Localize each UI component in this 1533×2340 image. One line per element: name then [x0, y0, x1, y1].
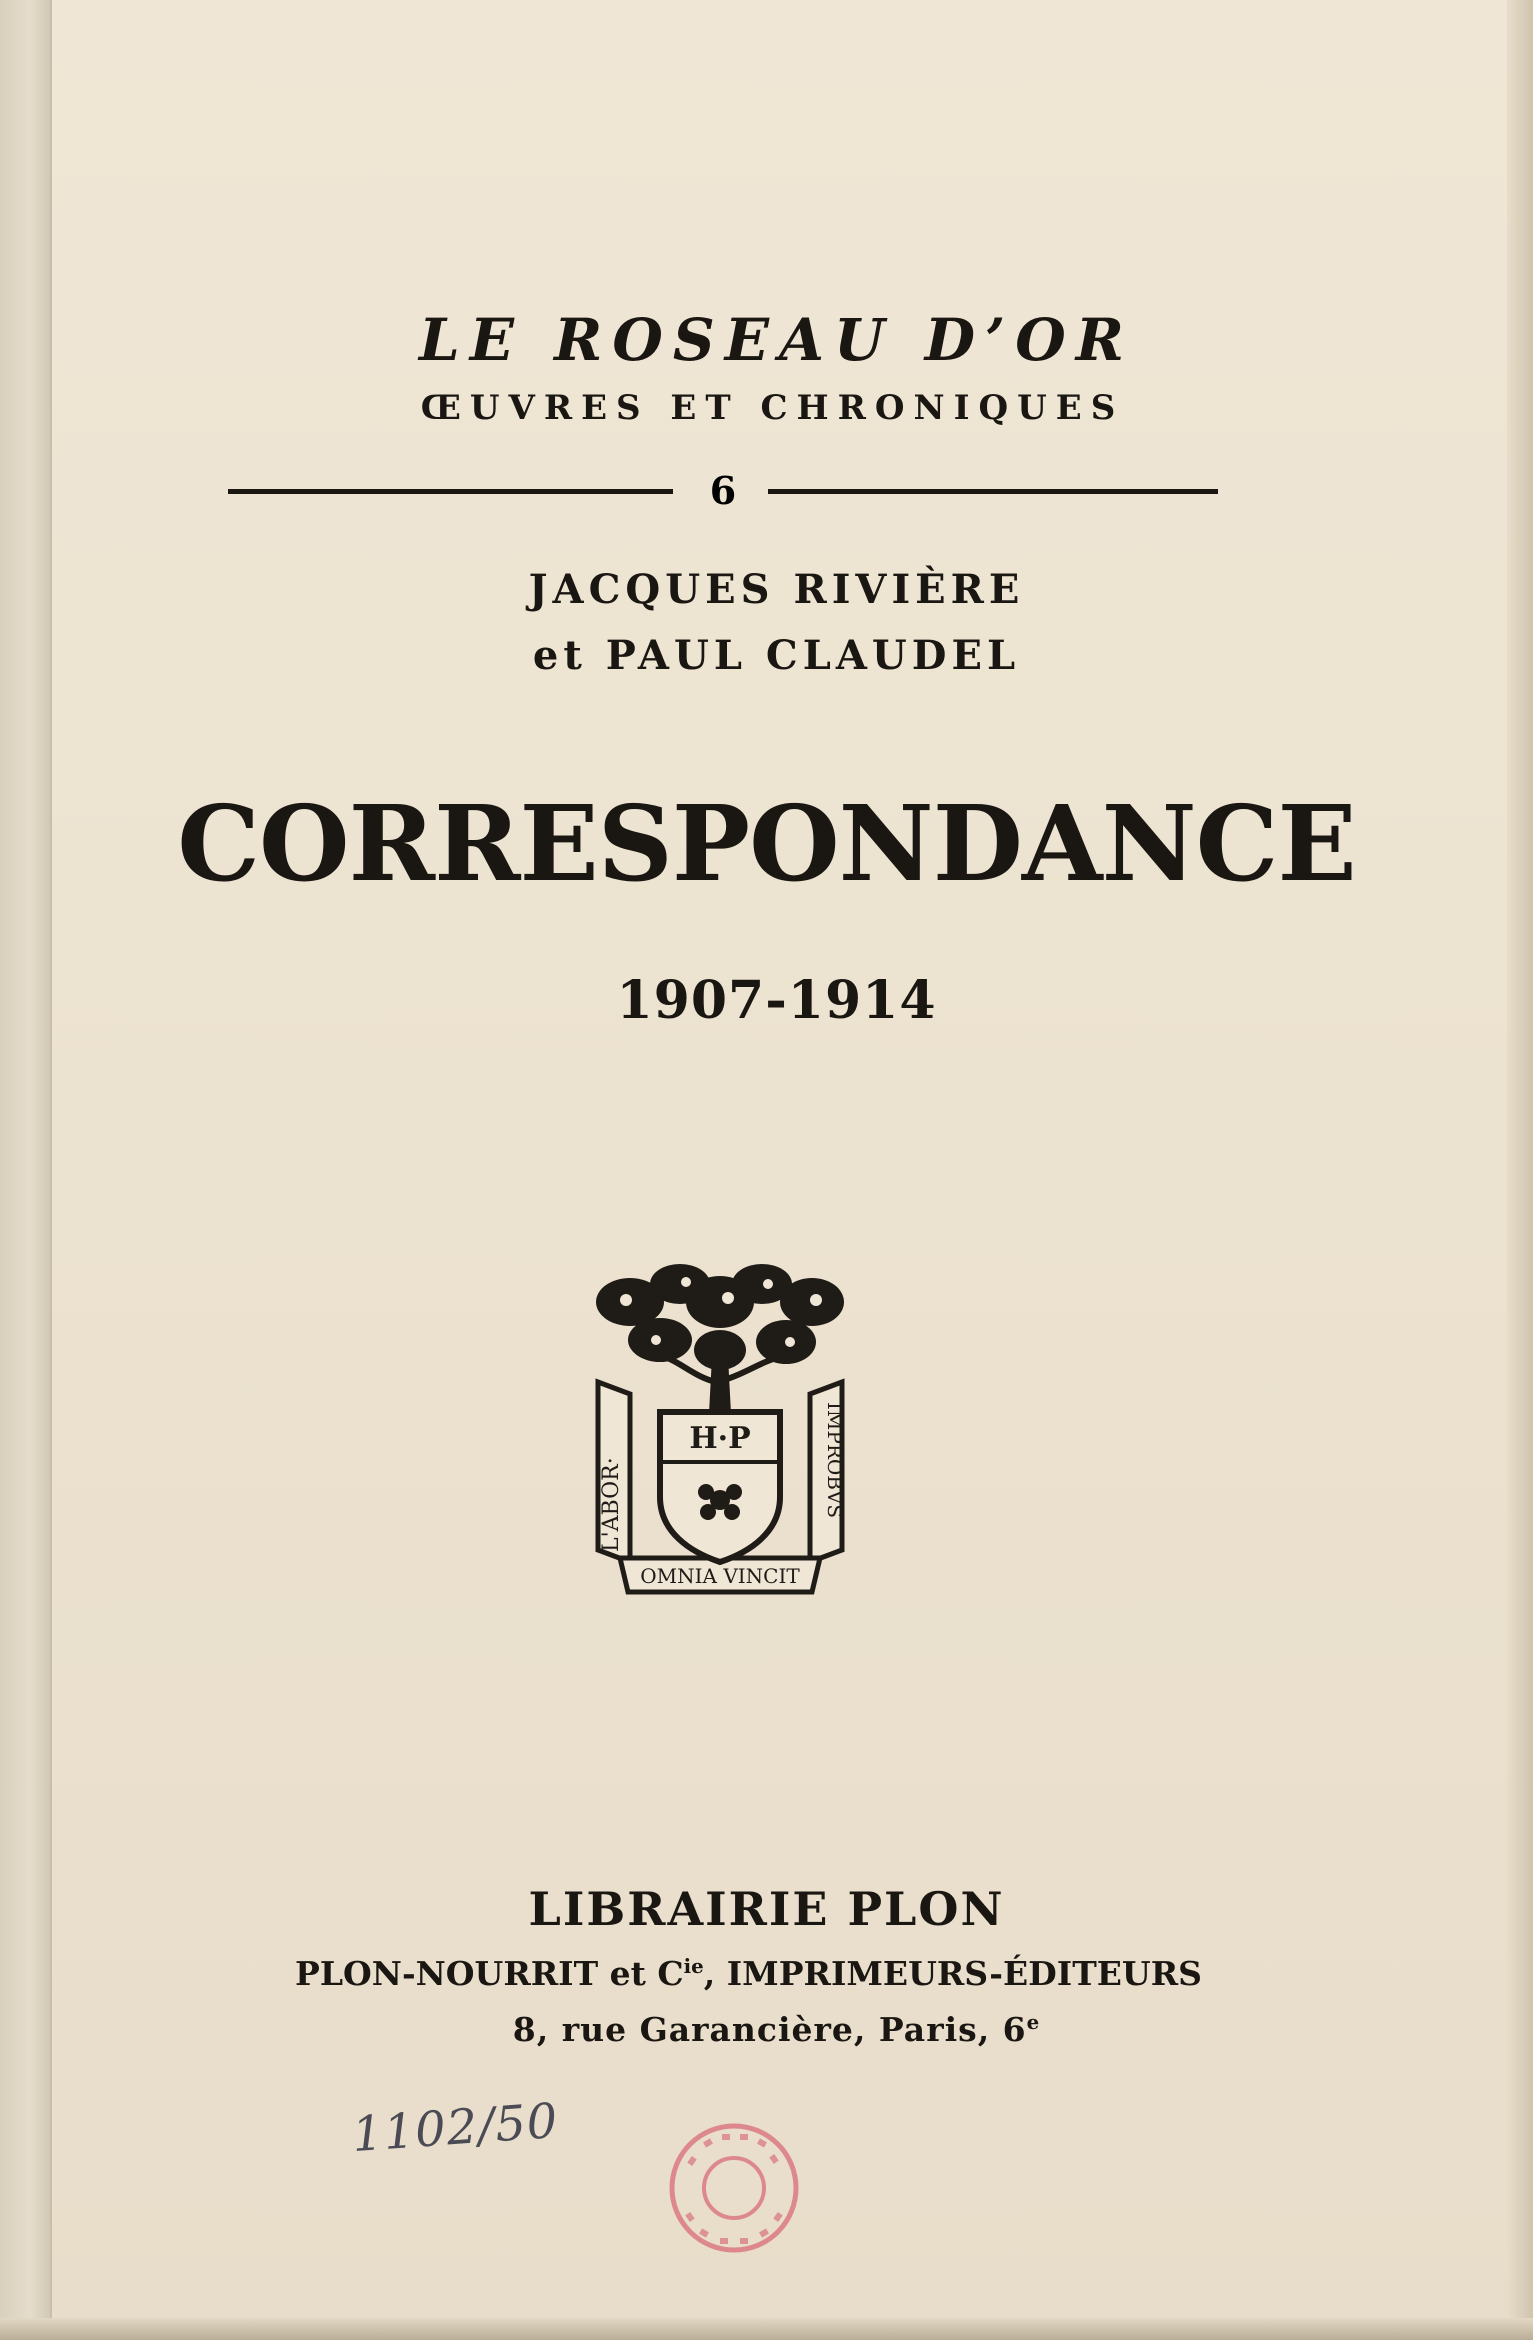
address-prefix: 8, rue Garancière, Paris, 6 [512, 2010, 1027, 2049]
handwritten-shelfmark: 1102/50 [350, 2092, 561, 2164]
emblem-motto-left: L'ABOR· [599, 1457, 624, 1552]
library-stamp-icon [664, 2118, 804, 2258]
page-bottom-edge [0, 2318, 1533, 2340]
book-years: 1907-1914 [616, 970, 937, 1031]
emblem-monogram: H·P [689, 1421, 751, 1456]
series-subtitle: ŒUVRES ET CHRONIQUES [420, 388, 1125, 428]
book-title: CORRESPONDANCE [177, 782, 1356, 905]
rule-left [228, 489, 673, 494]
series-title: LE ROSEAU D’OR [419, 306, 1134, 374]
emblem-motto-bottom: OMNIA VINCIT [640, 1564, 800, 1588]
author-line-1: JACQUES RIVIÈRE [528, 566, 1025, 613]
printers-suffix: , IMPRIMEURS-ÉDITEURS [703, 1954, 1202, 1993]
author-line-2: et PAUL CLAUDEL [532, 632, 1021, 679]
publisher-address [10, 2010, 1533, 2049]
printers-prefix: PLON-NOURRIT et C [295, 1954, 684, 1993]
series-number: 6 [709, 468, 737, 513]
series-number-rule [228, 468, 1218, 512]
printers-line [0, 1954, 1515, 1993]
tree-shield-emblem-icon [590, 1262, 850, 1602]
address-superscript: e [1026, 2010, 1041, 2034]
emblem-motto-right: IMPROBVS [823, 1402, 847, 1519]
printers-superscript: ie [683, 1954, 704, 1978]
publisher-name: LIBRAIRIE PLON [528, 1882, 1005, 1936]
rule-right [768, 489, 1218, 494]
